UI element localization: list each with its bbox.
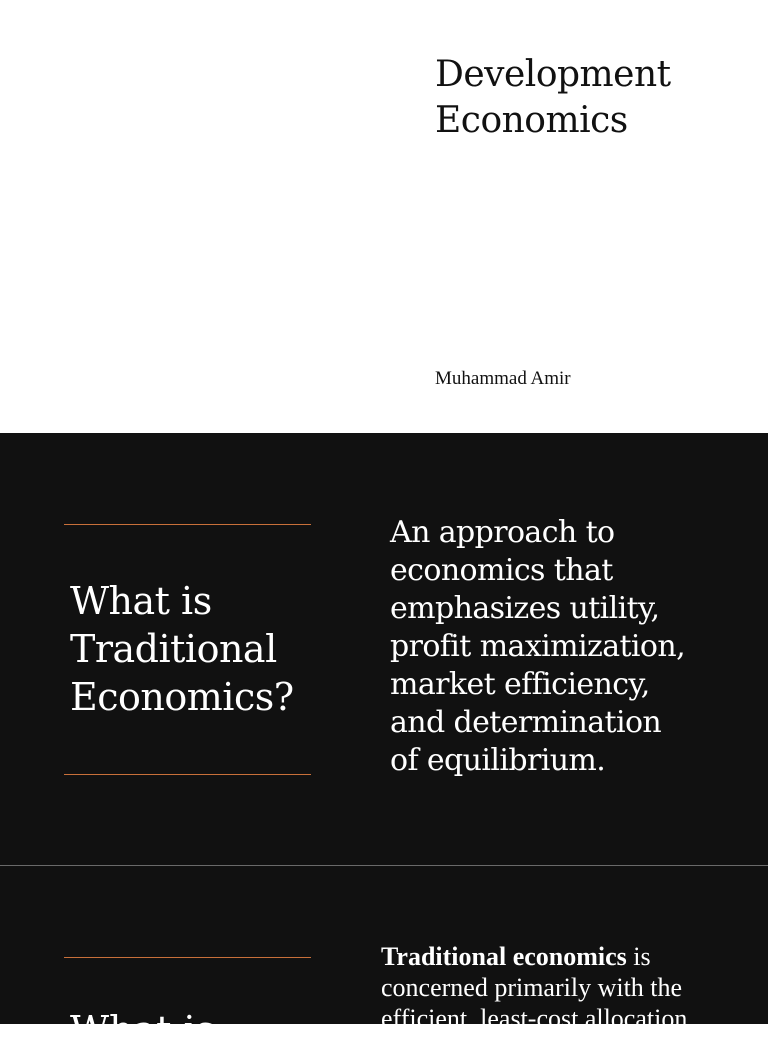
slide-heading: What is [70, 1008, 216, 1052]
slide-body-text [390, 514, 730, 780]
body-line: An approach to [390, 515, 615, 550]
title-line: Economics [435, 100, 628, 141]
accent-line-bottom [64, 774, 311, 775]
body-line: and determination [390, 705, 662, 740]
body-line: efficient, least-cost allocation [381, 1004, 688, 1033]
slide-heading [70, 577, 350, 721]
body-line: of equilibrium. [390, 743, 606, 778]
author-name: Muhammad Amir [435, 368, 571, 389]
presentation-title [435, 52, 671, 144]
body-line: economics that [390, 553, 613, 588]
body-text: is [626, 942, 651, 971]
body-line: emphasizes utility, [390, 591, 660, 626]
heading-line: Traditional [70, 627, 277, 671]
accent-line-top [64, 524, 311, 525]
heading-line: Economics? [70, 675, 294, 719]
bold-term: Traditional economics [381, 942, 627, 971]
body-line: market efficiency, [390, 667, 650, 702]
title-line: Development [435, 54, 671, 95]
heading-line: What is [70, 579, 212, 623]
body-line: profit maximization, [390, 629, 686, 664]
accent-line-top [64, 957, 311, 958]
slide-body-text [381, 941, 731, 1034]
body-line: concerned primarily with the [381, 973, 683, 1002]
